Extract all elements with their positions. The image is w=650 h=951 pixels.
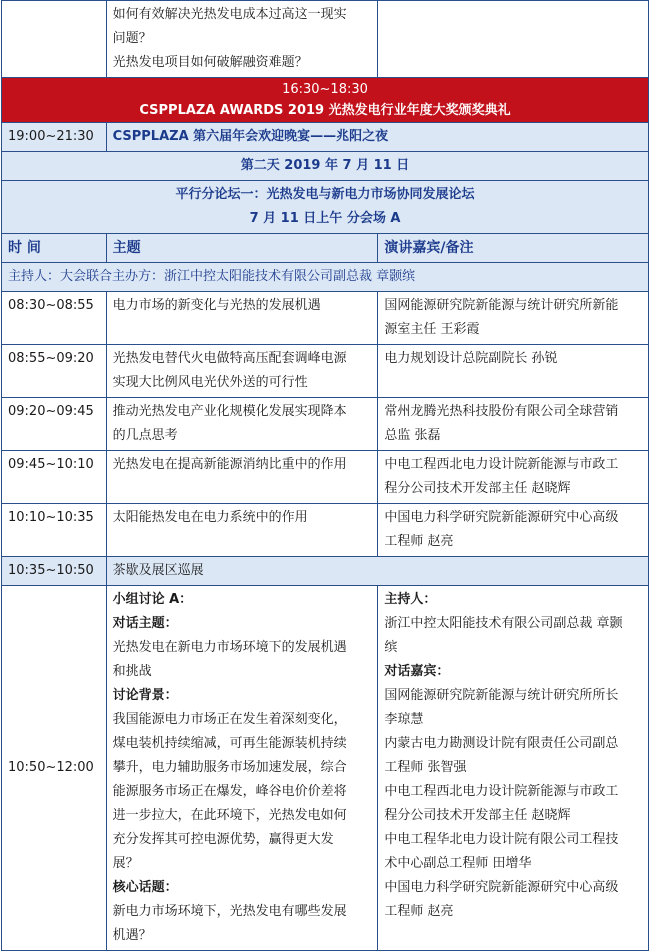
panel-line: 充分发挥其可控电源优势，赢得更大发: [112, 832, 334, 847]
speaker-line: 中国电力科学研究院新能源研究中心高级: [384, 510, 619, 525]
panel-line: 缤: [384, 640, 398, 655]
continuation-row: [2, 1, 649, 78]
panel-topic: [106, 586, 378, 951]
banquet-title: CSPPLAZA 第六届年会欢迎晚宴——兆阳之夜: [106, 123, 648, 152]
session-speaker: [378, 292, 649, 345]
panel-line: 程分公司技术开发部主任 赵晓辉: [384, 808, 571, 823]
panel-line: 术中心副总工程师 田增华: [384, 856, 532, 871]
session-row: [2, 292, 649, 345]
session-row: [2, 345, 649, 398]
session-topic: [106, 345, 378, 398]
session-time: 09:20~09:45: [2, 398, 107, 451]
header-row: [2, 234, 649, 263]
banquet-row: [2, 123, 649, 152]
topic-line: 电力市场的新变化与光热的发展机遇: [112, 298, 321, 313]
session-topic: [106, 292, 378, 345]
speaker-line: 中电工程西北电力设计院新能源与市政工: [384, 457, 619, 472]
panel-line: 进一步拉大，在此环境下，光热发电如何: [112, 808, 347, 823]
topic-line: 光热发电项目如何破解融资难题？: [112, 55, 308, 70]
awards-title: CSPPLAZA AWARDS 2019 光热发电行业年度大奖颁奖典礼: [139, 103, 511, 118]
topic-line: 太阳能热发电在电力系统中的作用: [112, 510, 308, 525]
panel-line: 核心话题：: [112, 880, 178, 895]
panel-line: 李琼慧: [384, 712, 424, 727]
panel-line: 浙江中控太阳能技术有限公司副总裁 章颢: [384, 616, 623, 631]
awards-time: 16:30~18:30: [282, 82, 368, 97]
panel-time: 10:50~12:00: [2, 586, 107, 951]
speaker-line: 工程师 赵亮: [384, 534, 454, 549]
topic-line: 推动光热发电产业化规模化发展实现降本: [112, 404, 347, 419]
continuation-topic: [106, 1, 378, 78]
panel-line: 对话主题：: [112, 616, 178, 631]
panel-line: 对话嘉宾：: [384, 664, 450, 679]
session-time: 10:10~10:35: [2, 504, 107, 557]
agenda-table: [1, 0, 649, 951]
forum-subtitle: 7 月 11 日上午 分会场 A: [249, 211, 401, 226]
panel-line: 讨论背景：: [112, 688, 178, 703]
panel-line: 小组讨论 A：: [112, 592, 193, 607]
panel-speakers: [378, 586, 649, 951]
topic-line: 光热发电在提高新能源消纳比重中的作用: [112, 457, 347, 472]
speaker-line: 源室主任 王彩霞: [384, 322, 480, 337]
topic-line: 光热发电替代火电做特高压配套调峰电源: [112, 351, 347, 366]
panel-row: [2, 586, 649, 951]
empty-cell: [2, 1, 107, 78]
panel-line: 中电工程华北电力设计院有限公司工程技: [384, 832, 619, 847]
session-topic: [106, 451, 378, 504]
awards-row: [2, 78, 649, 123]
panel-line: 能源服务市场正在爆发，峰谷电价价差将: [112, 784, 347, 799]
session-topic: [106, 504, 378, 557]
panel-line: 光热发电在新电力市场环境下的发展机遇: [112, 640, 347, 655]
panel-line: 内蒙古电力勘测设计院有限责任公司副总: [384, 736, 619, 751]
panel-line: 主持人：: [384, 592, 437, 607]
session-row: [2, 398, 649, 451]
panel-line: 中国电力科学研究院新能源研究中心高级: [384, 880, 619, 895]
session-row: [2, 451, 649, 504]
panel-line: 中电工程西北电力设计院新能源与市政工: [384, 784, 619, 799]
speaker-line: 电力规划设计总院副院长 孙锐: [384, 351, 558, 366]
agenda-page: [1, 0, 649, 951]
speaker-line: 程分公司技术开发部主任 赵晓辉: [384, 481, 571, 496]
session-speaker: [378, 504, 649, 557]
panel-line: 工程师 张智强: [384, 760, 467, 775]
header-time: 时 间: [2, 234, 107, 263]
topic-line: 的几点思考: [112, 428, 178, 443]
awards-band: [2, 78, 649, 123]
panel-line: 国网能源研究院新能源与统计研究所所长: [384, 688, 619, 703]
day2-row: [2, 152, 649, 181]
session-speaker: [378, 451, 649, 504]
topic-line: 如何有效解决光热发电成本过高这一现实: [112, 7, 347, 22]
topic-line: 问题？: [112, 31, 152, 46]
speaker-line: 总监 张磊: [384, 428, 441, 443]
banquet-time: 19:00~21:30: [2, 123, 107, 152]
session-topic: [106, 398, 378, 451]
header-speaker: 演讲嘉宾/备注: [378, 234, 649, 263]
speaker-line: 常州龙腾光热科技股份有限公司全球营销: [384, 404, 619, 419]
tea-label: 茶歇及展区巡展: [106, 557, 648, 586]
forum-band: [2, 181, 649, 234]
panel-line: 和挑战: [112, 664, 152, 679]
tea-row: [2, 557, 649, 586]
panel-line: 机遇？: [112, 928, 152, 943]
panel-line: 工程师 赵亮: [384, 904, 454, 919]
session-time: 08:30~08:55: [2, 292, 107, 345]
empty-cell: [378, 1, 649, 78]
day2-title: 第二天 2019 年 7 月 11 日: [2, 152, 649, 181]
panel-line: 展？: [112, 856, 139, 871]
host-text: 主持人：大会联合主办方：浙江中控太阳能技术有限公司副总裁 章颢缤: [2, 263, 649, 292]
forum-title: 平行分论坛一：光热发电与新电力市场协同发展论坛: [175, 187, 475, 202]
session-time: 08:55~09:20: [2, 345, 107, 398]
panel-line: 攀升，电力辅助服务市场加速发展，综合: [112, 760, 347, 775]
topic-line: 实现大比例风电光伏外送的可行性: [112, 375, 308, 390]
session-speaker: [378, 345, 649, 398]
session-time: 09:45~10:10: [2, 451, 107, 504]
panel-line: 新电力市场环境下，光热发电有哪些发展: [112, 904, 347, 919]
speaker-line: 国网能源研究院新能源与统计研究所新能: [384, 298, 619, 313]
header-topic: 主题: [106, 234, 378, 263]
session-row: [2, 504, 649, 557]
host-row: [2, 263, 649, 292]
tea-time: 10:35~10:50: [2, 557, 107, 586]
forum-row: [2, 181, 649, 234]
panel-line: 我国能源电力市场正在发生着深刻变化，: [112, 712, 347, 727]
session-speaker: [378, 398, 649, 451]
panel-line: 煤电装机持续缩减，可再生能源装机持续: [112, 736, 347, 751]
